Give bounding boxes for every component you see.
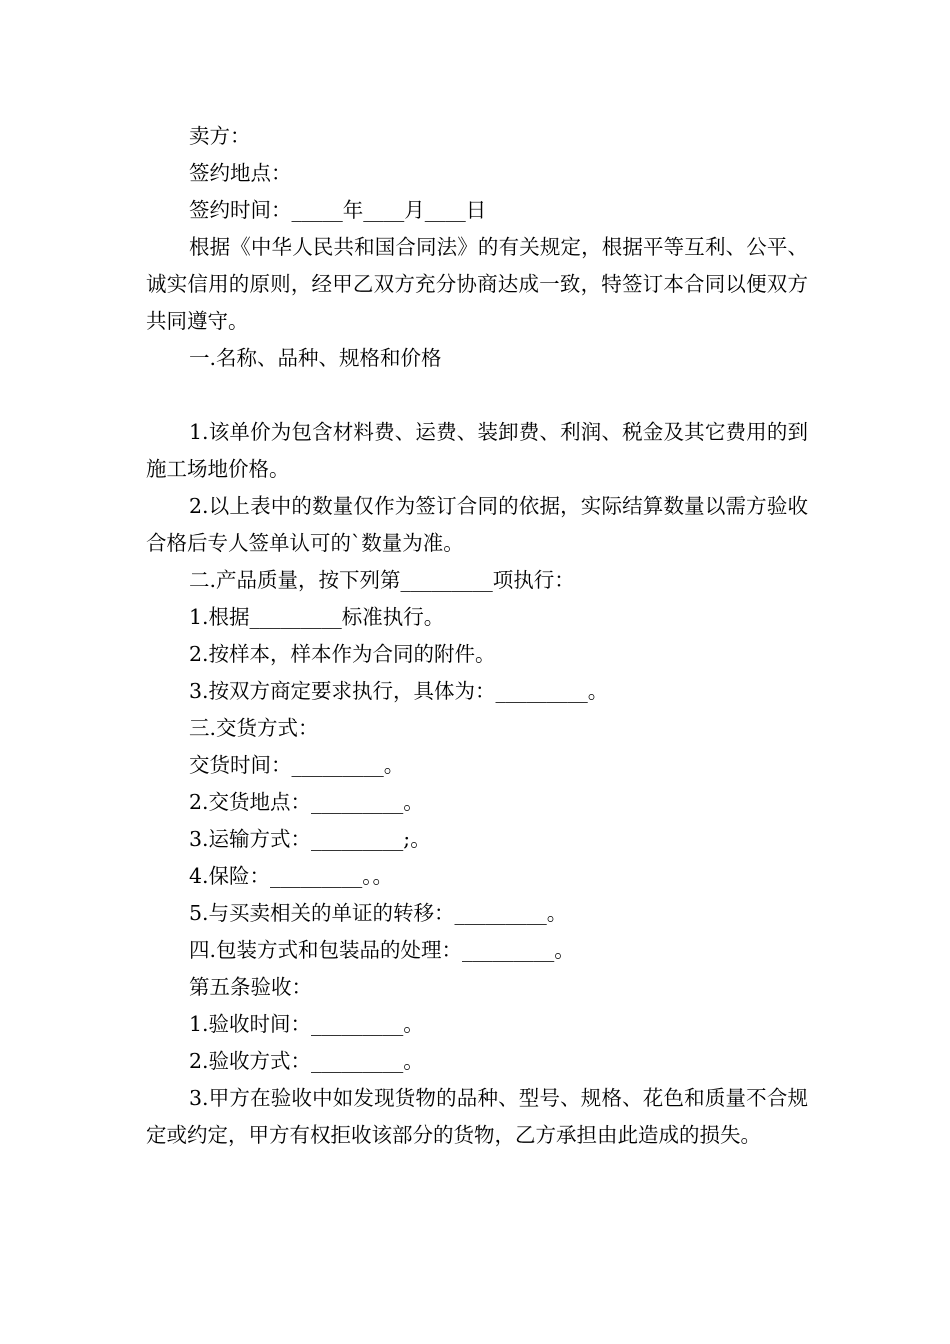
section-1-item-1: 1.该单价为包含材料费、运费、装卸费、利润、税金及其它费用的到施工场地价格。: [146, 420, 808, 481]
document-body: [146, 118, 808, 1154]
preamble-paragraph: 根据《中华人民共和国合同法》的有关规定，根据平等互利、公平、诚实信用的原则，经甲乙双方充分协商达成一致，特签订本合同以便双方共同遵守。: [146, 235, 808, 333]
section-1-item-2: 2.以上表中的数量仅作为签订合同的依据，实际结算数量以需方验收合格后专人签单认可的`数量为准。: [146, 494, 808, 555]
section-5-title: 第五条验收：: [189, 975, 312, 999]
sign-place-line: 签约地点：: [189, 161, 292, 185]
section-3-item-2: 2.交货地点：_________。: [189, 790, 424, 814]
seller-line: 卖方：: [189, 124, 251, 148]
section-3-item-1: 交货时间：_________。: [189, 753, 405, 777]
section-3-item-3: 3.运输方式：_________;。: [189, 827, 431, 851]
section-1-title: 一.名称、品种、规格和价格: [189, 346, 442, 370]
section-3-item-5: 5.与买卖相关的单证的转移：_________。: [189, 901, 568, 925]
section-2-title: 二.产品质量，按下列第_________项执行：: [189, 568, 575, 592]
section-4-title: 四.包装方式和包装品的处理：_________。: [189, 938, 575, 962]
section-3-item-4: 4.保险：_________。。: [189, 864, 394, 888]
blank-line: [146, 377, 808, 414]
section-2-item-1: 1.根据_________标准执行。: [189, 605, 445, 629]
section-5-item-3: 3.甲方在验收中如发现货物的品种、型号、规格、花色和质量不合规定或约定，甲方有权拒收该部分的货物，乙方承担由此造成的损失。: [146, 1086, 808, 1147]
section-5-item-1: 1.验收时间：_________。: [189, 1012, 424, 1036]
section-2-item-3: 3.按双方商定要求执行，具体为：_________。: [189, 679, 609, 703]
section-5-item-2: 2.验收方式：_________。: [189, 1049, 424, 1073]
section-2-item-2: 2.按样本，样本作为合同的附件。: [189, 642, 496, 666]
section-3-title: 三.交货方式：: [189, 716, 319, 740]
sign-time-line: 签约时间：_____年____月____日: [189, 198, 487, 222]
